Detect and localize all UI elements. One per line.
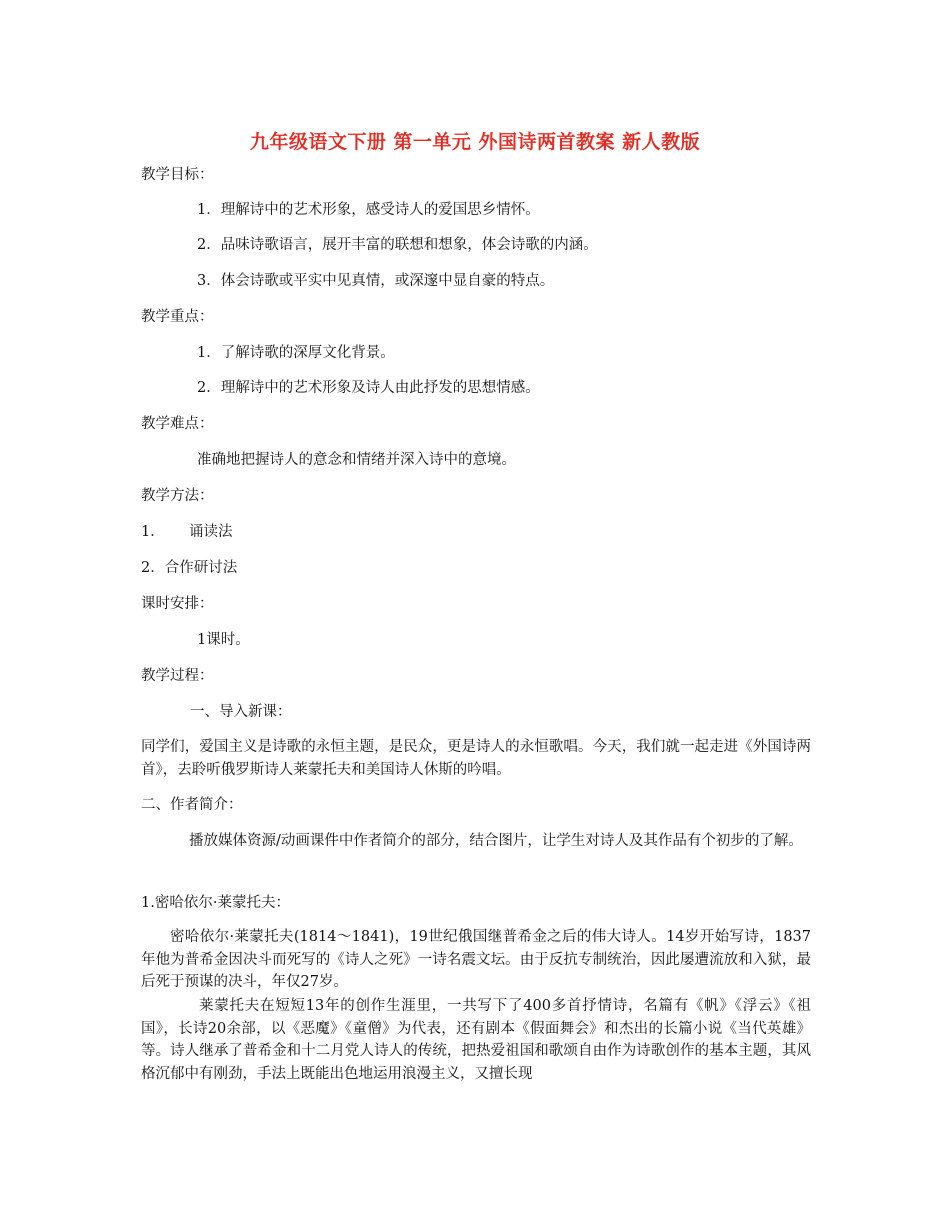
key-point-item-2: 2．理解诗中的艺术形象及诗人由此抒发的思想情感。	[197, 380, 540, 396]
process-step1-text: 同学们，爱国主义是诗歌的永恒主题，是民众，更是诗人的永恒歌唱。今天，我们就一起走进《外国诗两首》，去聆听俄罗斯诗人莱蒙托夫和美国诗人休斯的吟唱。	[141, 739, 811, 778]
author1-heading: 1.密哈依尔·莱蒙托夫：	[141, 895, 290, 911]
method-item-1-text: 诵读法	[189, 524, 233, 540]
difficulties-heading: 教学难点：	[141, 416, 214, 432]
process-heading: 教学过程：	[141, 668, 214, 684]
goals-heading: 教学目标：	[141, 167, 214, 183]
method-item-1-number: 1．	[141, 524, 165, 540]
methods-heading: 教学方法：	[141, 488, 214, 504]
author1-paragraph-1: 密哈依尔·莱蒙托夫(1814～1841)，19世纪俄国继普希金之后的伟大诗人。14岁开始写诗，1837年他为普希金因决斗而死写的《诗人之死》一诗名震文坛。由于反抗专制统治，因此屡遭流放和入狱，最后死于预谋的决斗，年仅27岁。	[141, 929, 811, 990]
goal-item-3: 3．体会诗歌或平实中见真情，或深邃中显自豪的特点。	[197, 273, 555, 289]
difficulties-text: 准确地把握诗人的意念和情绪并深入诗中的意境。	[197, 452, 516, 468]
process-step1-heading: 一、导入新课：	[190, 704, 292, 720]
goal-item-1: 1．理解诗中的艺术形象，感受诗人的爱国思乡情怀。	[197, 202, 540, 218]
process-step2-heading: 二、作者简介：	[141, 797, 243, 813]
key-point-item-1: 1．了解诗歌的深厚文化背景。	[197, 345, 395, 361]
method-item-2: 2．合作研讨法	[141, 560, 238, 576]
author1-paragraph-2: 莱蒙托夫在短短13年的创作生涯里，一共写下了400多首抒情诗，名篇有《帆》《浮云》《祖国》，长诗20余部，以《恶魔》《童僧》为代表，还有剧本《假面舞会》和杰出的长篇小说《当代英雄》等。诗人继承了普希金和十二月党人诗人的传统，把热爱祖国和歌颂自由作为诗歌创作的基本主题，其风格沉郁中有刚劲，手法上既能出色地运用浪漫主义，又擅长现	[141, 998, 811, 1082]
schedule-heading: 课时安排：	[141, 596, 214, 612]
document-title: 九年级语文下册 第一单元 外国诗两首教案 新人教版	[249, 131, 701, 153]
process-step2-text: 播放媒体资源/动画课件中作者简介的部分，结合图片，让学生对诗人及其作品有个初步的了解。	[189, 833, 803, 849]
goal-item-2: 2．品味诗歌语言，展开丰富的联想和想象，体会诗歌的内涵。	[197, 237, 598, 253]
method-item-1	[141, 522, 233, 542]
key-points-heading: 教学重点：	[141, 309, 214, 325]
schedule-text: 1课时。	[197, 632, 250, 648]
